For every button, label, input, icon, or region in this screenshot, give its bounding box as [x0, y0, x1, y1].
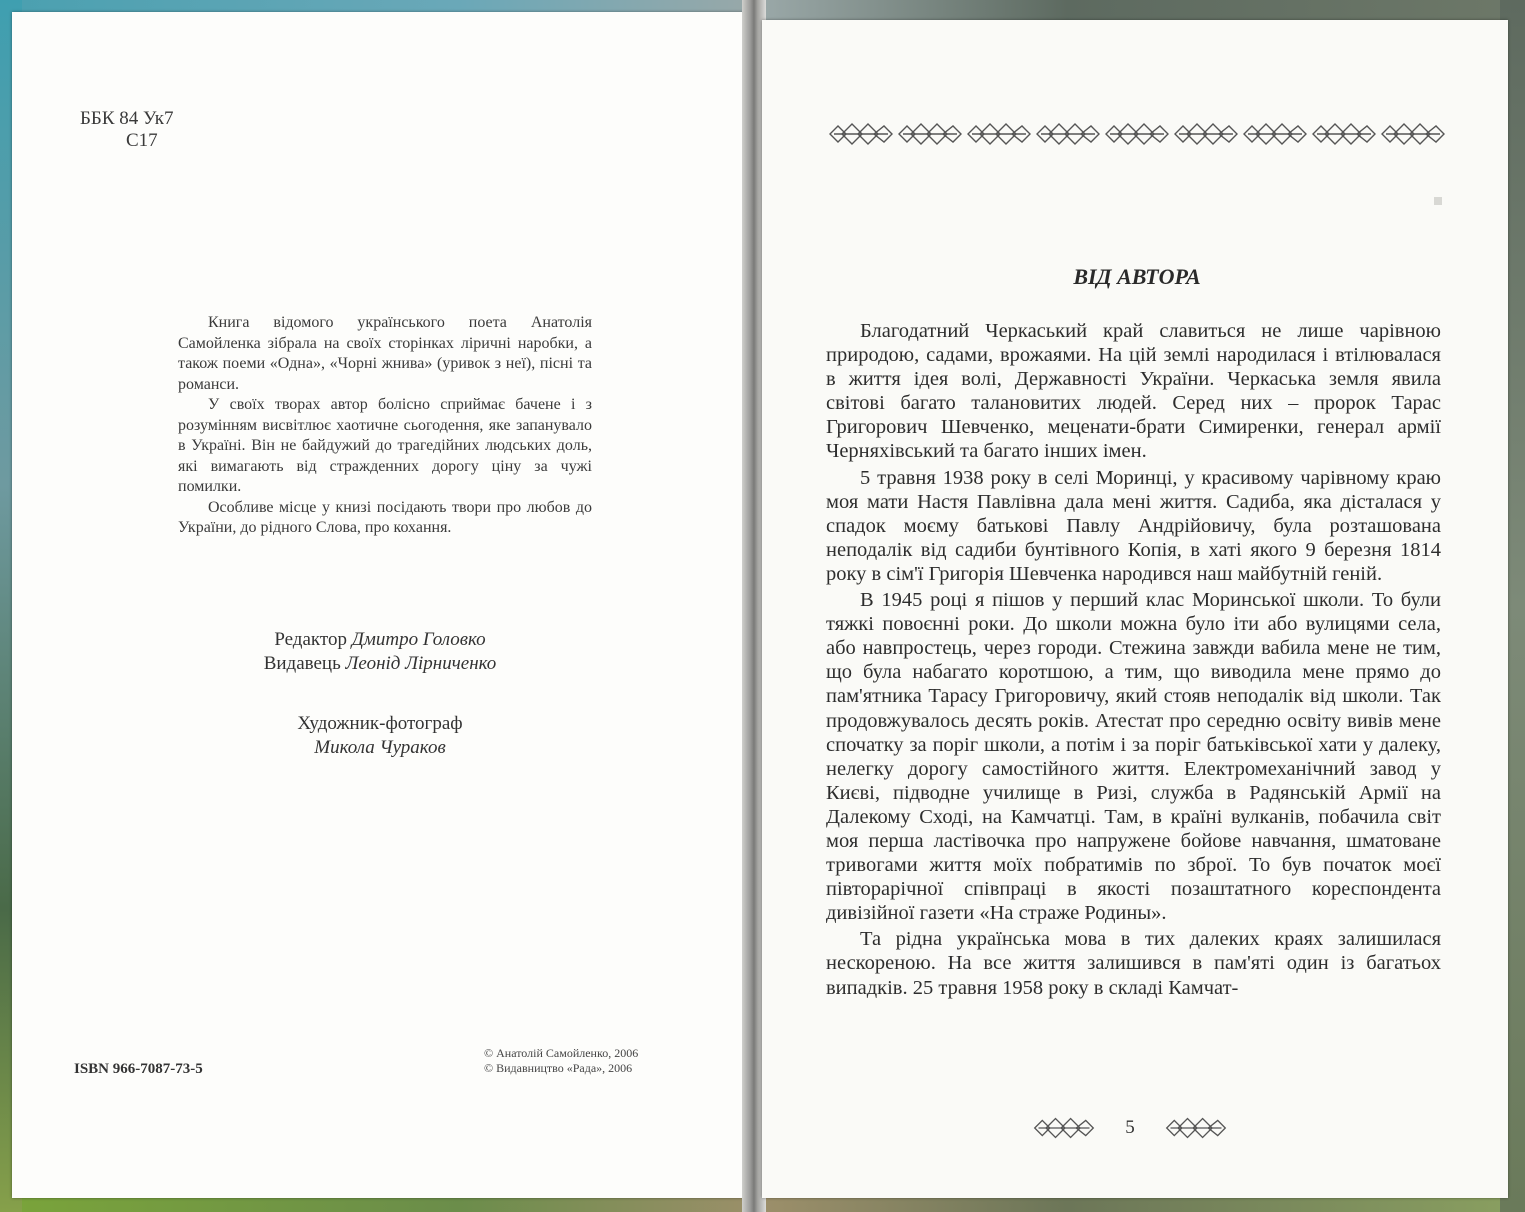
page-footer — [1030, 1108, 1230, 1148]
ornament-icon — [1173, 116, 1239, 152]
artist-label: Художник-фотограф — [297, 713, 463, 734]
publisher-label: Видавець — [263, 653, 341, 674]
publisher-name: Леонід Лірниченко — [345, 653, 497, 674]
library-code — [80, 108, 220, 152]
ornament-icon — [1035, 116, 1101, 152]
editor-label: Редактор — [274, 629, 347, 650]
ornament-icon — [1104, 116, 1170, 152]
ornament-icon — [1242, 116, 1308, 152]
body-paragraph: 5 травня 1938 року в селі Моринці, у красивому чарівному краю моя мати Настя Павлівна дала мені життя. Садиба, яка дісталася у спадок моєму батькові Павлу Андрійовичу, була розташована неподалік від садиби бунтівного Копія, в хаті якого 9 березня 1814 року в сім'ї Григорія Шевченка народився наш майбутній геній. — [826, 466, 1441, 585]
body-paragraph: Та рідна українська мова в тих далеких краях залишилася нескореною. На все життя залишився в пам'яті один із багатьох випадків. 25 травня 1958 року в складі Камчат- — [826, 928, 1441, 999]
annotation — [178, 313, 592, 539]
ornament-icon — [897, 116, 963, 152]
author-mark: С17 — [126, 130, 158, 151]
body-text — [826, 319, 1441, 1000]
editor-name: Дмитро Головко — [351, 629, 486, 650]
annotation-paragraph: Особливе місце у книзі посідають твори про любов до України, до рідного Слова, про кохання. — [178, 498, 592, 536]
page-number: 5 — [1125, 1117, 1135, 1138]
library-code-line: ББК 84 Ук7 — [80, 108, 174, 129]
editor-credit — [180, 628, 580, 652]
page-speck — [1434, 197, 1442, 205]
annotation-paragraph: Книга відомого українського поета Анатолія Самойленка зібрала на своїх сторінках ліричні наробки, а також поеми «Одна», «Чорні жнива» (уривок з неї), пісні та романси. — [178, 314, 592, 393]
ornament-icon — [1030, 1111, 1098, 1145]
copyright-line: © Анатолій Самойленко, 2006 — [484, 1046, 639, 1060]
left-page — [12, 12, 750, 1198]
ornament-icon — [1380, 116, 1446, 152]
ornament-icon — [1162, 1111, 1230, 1145]
credits — [180, 628, 580, 760]
ornament-icon — [828, 116, 894, 152]
body-paragraph: Благодатний Черкаський край славиться не лише чарівною природою, садами, врожаями. На цій землі народилася і втілювалася в життя ідея волі, Державності України. Черкаська земля явила світові багато талановитих людей. Серед них – пророк Тарас Григорович Шевченко, меценати-брати Симиренки, генерал армії Черняхівський та багато інших імен. — [826, 320, 1441, 463]
artist-name: Микола Чураков — [314, 737, 446, 758]
ornament-icon — [966, 116, 1032, 152]
section-title: ВІД АВТОРА — [1073, 264, 1201, 289]
ornament-icon — [1311, 116, 1377, 152]
annotation-paragraph: У своїх творах автор болісно сприймає бачене і з розумінням висвітлює хаотичне сьогодення, яке запанувало в Україні. Він не байдужий до трагедійних людських доль, які вимагають від стражденних дорогу ціну за чужі помилки. — [178, 396, 592, 495]
publisher-credit — [180, 652, 580, 676]
body-paragraph: В 1945 році я пішов у перший клас Моринської школи. То були тяжкі повоєнні роки. До школи можна було іти або вулицями села, або навпростець, через городи. Стежина завжди вабила мене не тим, що була набагато коротшою, а тим, що виводила мене прямо до пам'ятника Тарасу Григоровичу, який стояв неподалік від школи. Так продовжувалось десять років. Атестат про середню освіту вивів мене спочатку за поріг школи, а потім і за поріг батьківської хати у далеку, нелегку дорогу самостійного життя. Електромеханічний завод у Києві, підводне училище в Ризі, служба в Радянській Армії на Далекому Сході, на Камчатці. Там, в країні вулканів, побачила світ моя перша ластівочка про напружене бойове навчання, шматоване тривогами життя моїх побратимів по зброї. То був початок моєї півторарічної співпраці в якості позаштатного кореспондента дивізійної газети «На страже Родины». — [826, 589, 1441, 925]
copyright — [484, 1046, 638, 1076]
copyright-line: © Видавництво «Рада», 2006 — [484, 1061, 633, 1075]
isbn: ISBN 966-7087-73-5 — [74, 1061, 203, 1077]
ornament-header — [828, 112, 1446, 156]
